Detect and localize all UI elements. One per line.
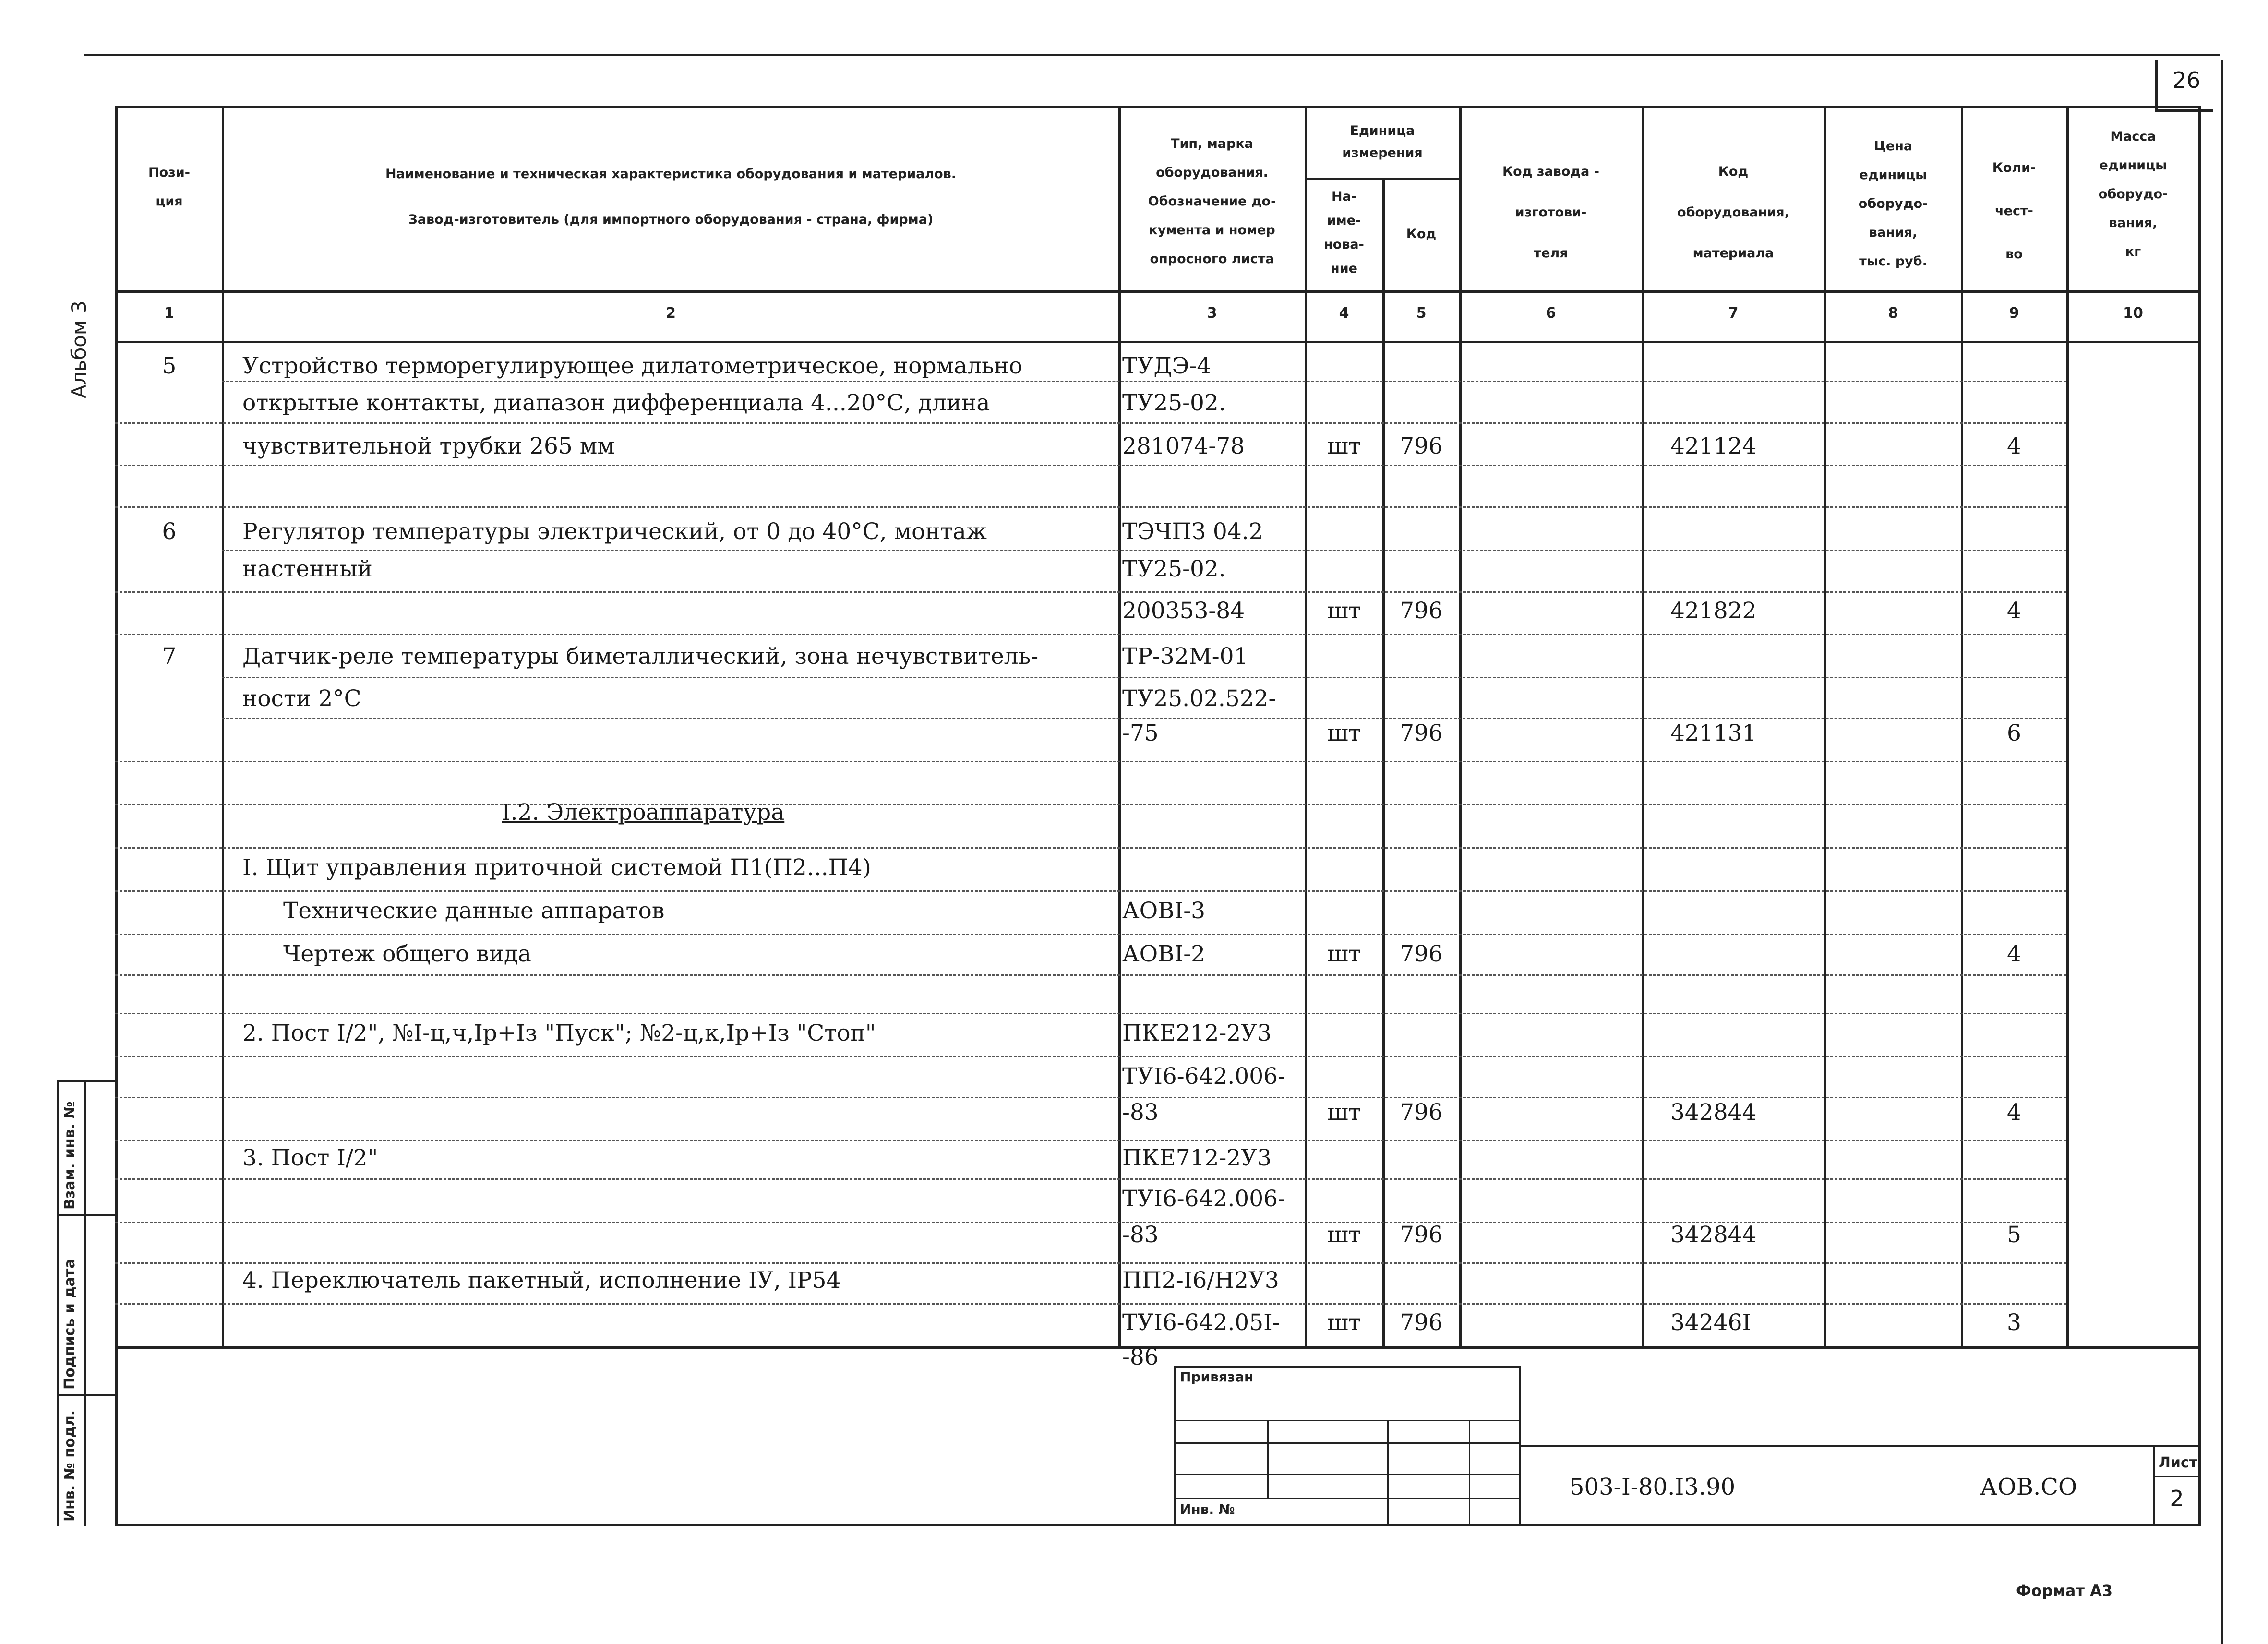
row-type: ТЭЧПЗ 04.2 xyxy=(1122,518,1263,545)
side-stamp-vzam: Взам. инв. № xyxy=(61,1101,78,1210)
row-unit-code: 796 xyxy=(1400,720,1443,746)
stamp-col3 xyxy=(1469,1420,1470,1525)
row-unit: шт xyxy=(1327,941,1361,967)
column-number: 9 xyxy=(2009,305,2019,322)
frame-bottom xyxy=(115,1524,2201,1526)
row-type: ТУ25-02. xyxy=(1122,556,1226,582)
row-name: ности 2°С xyxy=(242,685,361,712)
section-title: I.2. Электроаппаратура xyxy=(502,799,785,826)
col-line-4 xyxy=(1382,178,1385,1349)
side-stamp-top xyxy=(57,1080,115,1082)
header-col8: Цена единицы оборудо- вания, тыс. руб. xyxy=(1858,139,1928,269)
row-type: ТУI6-642.05I- xyxy=(1122,1309,1280,1336)
format-label: Формат А3 xyxy=(2016,1582,2113,1600)
side-stamp-podpis: Подпись и дата xyxy=(61,1259,78,1390)
column-number: 2 xyxy=(666,305,676,322)
row-quantity: 4 xyxy=(2007,598,2021,624)
row-equipment-code: 421124 xyxy=(1670,433,1757,459)
list-box-mid xyxy=(2153,1476,2198,1477)
col-line-1 xyxy=(222,106,224,1349)
header-col9: Коли- чест- во xyxy=(1992,160,2036,262)
row-name: 2. Пост I/2", №I-ц,ч,Iр+Iз "Пуск"; №2-ц,к,Iр+Iз "Стоп" xyxy=(242,1020,876,1046)
stamp-row3 xyxy=(1174,1474,1519,1475)
row-quantity: 4 xyxy=(2007,433,2021,459)
row-name: Технические данные аппаратов xyxy=(283,898,665,924)
header-col2: Наименование и техническая характеристика оборудования и материалов. Завод-изготовитель (для импортного оборудования - страна, фирма) xyxy=(385,167,957,227)
row-type: ТУI6-642.006- xyxy=(1122,1186,1285,1212)
column-number: 6 xyxy=(1546,305,1556,322)
row-type: АОВI-2 xyxy=(1122,941,1206,967)
header-col6: Код завода - изготови- теля xyxy=(1502,164,1599,261)
row-name: чувствительной трубки 265 мм xyxy=(242,433,615,459)
frame-right xyxy=(2198,106,2201,1526)
column-number: 5 xyxy=(1416,305,1427,322)
row-quantity: 4 xyxy=(2007,1099,2021,1126)
stamp-col1 xyxy=(1267,1420,1269,1498)
row-type: -83 xyxy=(1122,1099,1159,1126)
col-line-9 xyxy=(2066,106,2069,1349)
row-unit-code: 796 xyxy=(1400,1099,1443,1126)
row-name: открытые контакты, диапазон дифференциала 4...20°С, длина xyxy=(242,390,990,416)
header-col7: Код оборудования, материала xyxy=(1677,164,1789,261)
row-type: ТУI6-642.006- xyxy=(1122,1063,1285,1090)
row-quantity: 6 xyxy=(2007,720,2021,746)
units-sub-line xyxy=(1305,178,1459,180)
column-number: 7 xyxy=(1728,305,1739,322)
header-units-title: Единица измерения xyxy=(1342,123,1423,160)
list-number: 2 xyxy=(2170,1486,2184,1512)
frame-top xyxy=(115,106,2201,108)
row-name: 4. Переключатель пакетный, исполнение IУ, IР54 xyxy=(242,1267,841,1294)
row-position: 6 xyxy=(162,518,177,545)
stamp-col2 xyxy=(1387,1420,1389,1525)
row-equipment-code: 342844 xyxy=(1670,1222,1757,1248)
title-block-top xyxy=(1519,1445,2198,1447)
row-unit-code: 796 xyxy=(1400,433,1443,459)
header-col4: На- име- нова- ние xyxy=(1324,189,1364,276)
row-equipment-code: 342844 xyxy=(1670,1099,1757,1126)
album-label: Альбом 3 xyxy=(67,300,91,398)
doc-code: 503-I-80.I3.90 xyxy=(1570,1474,1736,1500)
stamp-row4 xyxy=(1174,1498,1519,1499)
header-bottom xyxy=(115,290,2201,293)
side-stamp-mid xyxy=(84,1080,86,1526)
column-number: 1 xyxy=(164,305,174,322)
side-stamp-inv-podl: Инв. № подл. xyxy=(61,1410,78,1522)
page-number: 26 xyxy=(2172,67,2201,93)
header-col10: Масса единицы оборудо- вания, кг xyxy=(2098,129,2168,259)
header-col1: Пози- ция xyxy=(148,165,190,209)
right-margin-line xyxy=(2221,60,2223,1644)
row-unit: шт xyxy=(1327,1099,1361,1126)
row-type: ТУДЭ-4 xyxy=(1122,353,1212,379)
row-type: 281074-78 xyxy=(1122,433,1245,459)
side-stamp-div1 xyxy=(57,1214,115,1216)
list-box-left xyxy=(2153,1445,2155,1526)
stamp-row1 xyxy=(1174,1420,1519,1421)
list-label: Лист xyxy=(2159,1454,2198,1471)
col-line-2 xyxy=(1118,106,1121,1349)
row-type: -75 xyxy=(1122,720,1159,746)
row-unit: шт xyxy=(1327,433,1361,459)
col-line-6 xyxy=(1642,106,1644,1349)
page-number-box-left xyxy=(2155,60,2158,110)
stamp-inv-no: Инв. № xyxy=(1180,1501,1235,1517)
row-equipment-code: 421822 xyxy=(1670,598,1757,624)
row-unit: шт xyxy=(1327,598,1361,624)
row-type: 200353-84 xyxy=(1122,598,1245,624)
overflow-text: -86 xyxy=(1122,1344,1159,1370)
column-number: 3 xyxy=(1207,305,1217,322)
row-unit-code: 796 xyxy=(1400,598,1443,624)
side-stamp-div2 xyxy=(57,1394,115,1396)
column-number: 8 xyxy=(1888,305,1898,322)
colnum-bottom xyxy=(115,341,2201,343)
row-name: Устройство терморегулирующее дилатометрическое, нормально xyxy=(242,353,1023,379)
row-type: ТУ25.02.522- xyxy=(1122,685,1276,712)
row-equipment-code: 34246I xyxy=(1670,1309,1752,1336)
stamp-top xyxy=(1174,1366,1519,1368)
top-rule xyxy=(84,54,2220,56)
row-position: 5 xyxy=(162,353,177,379)
column-number: 4 xyxy=(1339,305,1349,322)
side-stamp-left xyxy=(57,1080,59,1526)
col-line-7 xyxy=(1824,106,1826,1349)
row-name: 3. Пост I/2" xyxy=(242,1145,378,1171)
row-type: ПП2-I6/Н2У3 xyxy=(1122,1267,1279,1294)
row-name: Датчик-реле температуры биметаллический, зона нечувствитель- xyxy=(242,643,1039,670)
stamp-privyazan: Привязан xyxy=(1180,1369,1254,1385)
row-unit: шт xyxy=(1327,1222,1361,1248)
sheet-code: АОВ.СО xyxy=(1980,1474,2077,1500)
row-type: АОВI-3 xyxy=(1122,898,1206,924)
stamp-row2 xyxy=(1174,1442,1519,1444)
row-type: ТР-32М-01 xyxy=(1122,643,1248,670)
column-number: 10 xyxy=(2123,305,2143,322)
page-number-box-bottom xyxy=(2155,109,2213,112)
row-unit-code: 796 xyxy=(1400,941,1443,967)
row-unit: шт xyxy=(1327,720,1361,746)
row-quantity: 3 xyxy=(2007,1309,2021,1336)
row-unit-code: 796 xyxy=(1400,1222,1443,1248)
col-line-5 xyxy=(1459,106,1462,1349)
row-equipment-code: 421131 xyxy=(1670,720,1757,746)
row-type: -83 xyxy=(1122,1222,1159,1248)
row-type: ПКЕ212-2У3 xyxy=(1122,1020,1272,1046)
stamp-left xyxy=(1174,1366,1176,1526)
row-name: Чертеж общего вида xyxy=(283,941,531,967)
row-type: ПКЕ712-2У3 xyxy=(1122,1145,1272,1171)
row-quantity: 5 xyxy=(2007,1222,2021,1248)
row-type: ТУ25-02. xyxy=(1122,390,1226,416)
header-col5: Код xyxy=(1406,227,1437,241)
header-col3: Тип, марка оборудования. Обозначение до- кумента и номер опросного листа xyxy=(1148,136,1276,266)
row-name: настенный xyxy=(242,556,372,582)
row-position: 7 xyxy=(162,643,177,670)
row-unit: шт xyxy=(1327,1309,1361,1336)
row-name: I. Щит управления приточной системой П1(П2...П4) xyxy=(242,854,871,881)
row-unit-code: 796 xyxy=(1400,1309,1443,1336)
row-name: Регулятор температуры электрический, от 0 до 40°С, монтаж xyxy=(242,518,987,545)
row-quantity: 4 xyxy=(2007,941,2021,967)
